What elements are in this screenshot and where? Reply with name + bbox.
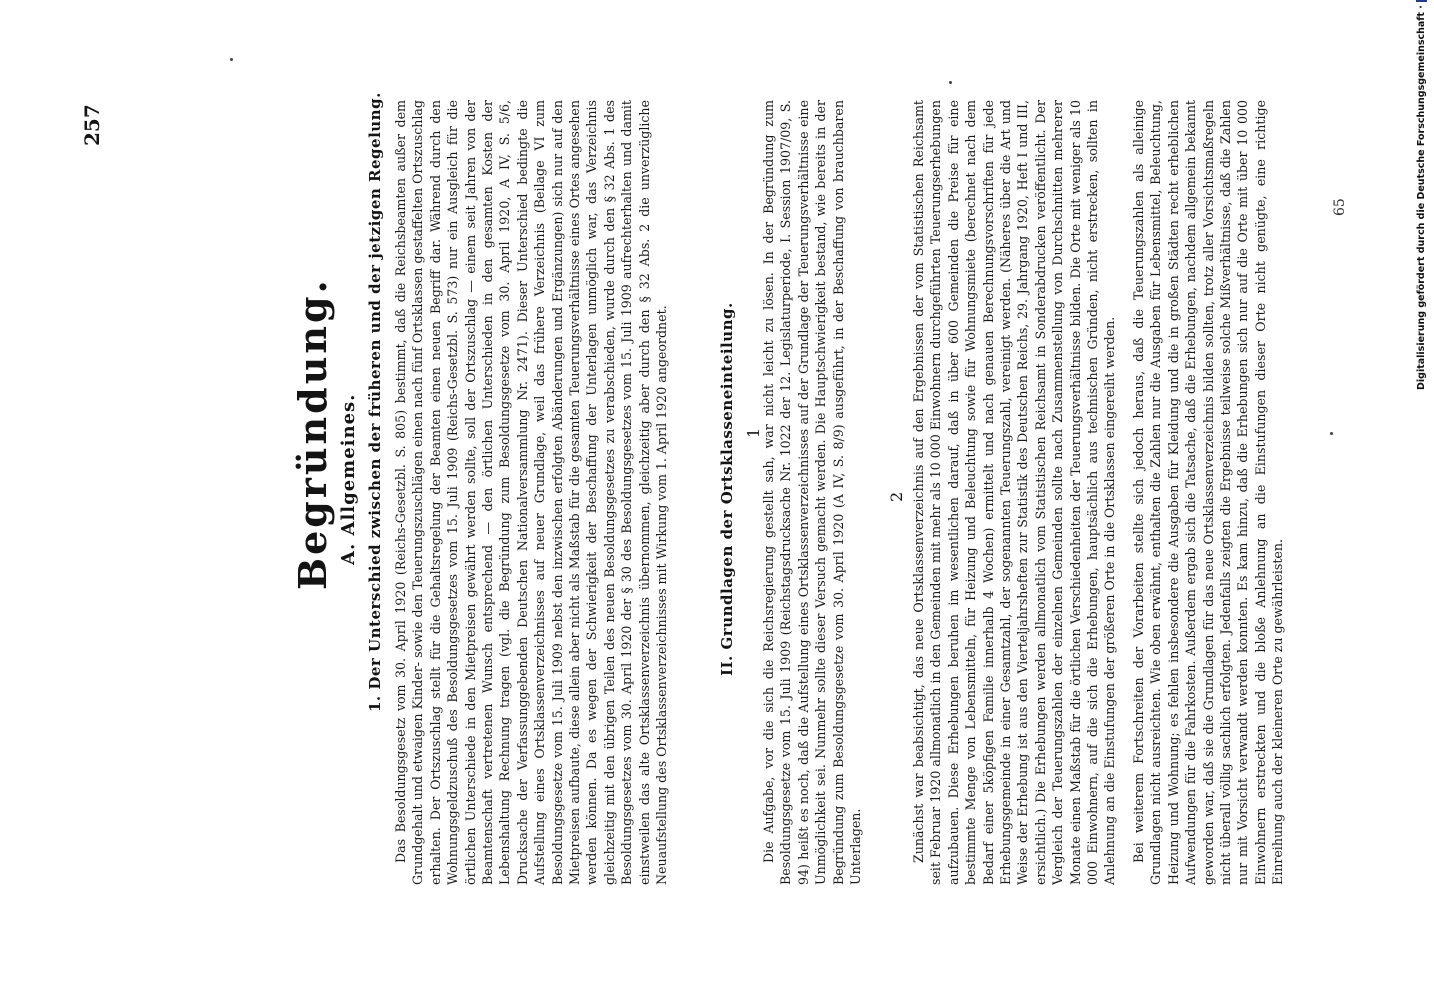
paragraph-2-text: Die Aufgabe, vor die sich die Reichsregierung gestellt sah, war nicht leicht zu lösen. In der Begründung zum Besoldungsgesetze vom 15. Juli 1909 (Reichstagsdrucksache Nr. 1022 der 12. Legislaturperiode, I. Session 1907/09, S. 94) heißt es noch, daß die Aufstellung eines Ortsklassenverzeichnisses auf der Grundlage der Teuerungsverhältnisse eine Unmöglichkeit sei. Nunmehr sollte dieser Versuch gemacht werden. Die Hauptschwierigkeit bestand, wie bereits in der Begründung zum Besoldungsgesetze vom 30. April 1920 (A IV, S. 8/9) ausgeführt, in der Beschaffung von brauchbaren Unterlagen. bbox=[761, 100, 864, 885]
paragraph-1-text: Das Besoldungsgesetz vom 30. April 1920 (Reichs-Gesetzbl. S. 805) bestimmt, daß die Reichsbeamten außer dem Grundgehalt und etwaigen Kinder- sowie den Teuerungszuschlägen einen nach fünf Ortsklassen gestaffelten Ortszuschlag erhalten. Der Ortszuschlag stellt für die Gehaltsregelung der Beamten einen neuen Begriff dar. Während durch den Wohnungsgeldzuschuß des Besoldungsgesetzes vom 15. Juli 1909 (Reichs-Gesetzbl. S. 573) nur ein Ausgleich für die örtlichen Unterschiede in den Mietpreisen gewährt werden sollte, soll der Ortszuschlag — einem seit Jahren von der Beamtenschaft vertretenen Wunsch entsprechend — den örtlichen Unterschieden in den gesamten Kosten der Lebenshaltung Rechnung tragen (vgl. die Begründung zum Besoldungsgesetze vom 30. April 1920, A IV, S. 5/6, Drucksache der Verfassunggebenden Deutschen Nationalversammlung Nr. 2471). Dieser Unterschied bedingte die Aufstellung eines Ortsklassenverzeichnisses auf neuer Grundlage, weil das frühere Verzeichnis (Beilage VI zum Besoldungsgesetze vom 15. Juli 1909 nebst den inzwischen erfolgten Abänderungen und Ergänzungen) sich nur auf den Mietpreisen aufbaute, diese allein aber nicht als Maßstab für die gesamten Teuerungsverhältnisse eines Ortes angesehen werden können. Da es wegen der Schwierigkeit der Beschaffung der Unterlagen unmöglich war, das Verzeichnis gleichzeitig mit den übrigen Teilen des neuen Besoldungsgesetzes zu verabschieden, wurde durch den § 32 Abs. 1 des Besoldungsgesetzes vom 30. April 1920 der § 30 des Besoldungsgesetzes vom 15. Juli 1909 aufrechterhalten und damit einstweilen das alte Ortsklassenverzeichnis übernommen, gleichzeitig aber durch den § 32 Abs. 2 die unverzügliche Neuaufstellung des Ortsklassenverzeichnisses mit Wirkung vom 1. April 1920 angeordnet. bbox=[393, 100, 670, 885]
paragraph-4 bbox=[1130, 100, 1287, 885]
scan-speck bbox=[1330, 432, 1333, 435]
scan-speck bbox=[230, 58, 233, 61]
page-title: Begründung. bbox=[290, 277, 335, 590]
paragraph-4-text: Bei weiterem Fortschreiten der Vorarbeiten stellte sich jedoch heraus, daß die Teuerungszahlen als alleinige Grundlagen nicht ausreichten. Wie oben erwähnt, enthalten die Zahlen nur die Ausgaben für Lebensmittel, Beleuchtung, Heizung und Wohnung; es fehlen insbesondere die Ausgaben für Kleidung und die in großen Städten recht erheblichen Aufwendungen für die Fahrkosten. Außerdem ergab sich die Tatsache, daß die Erhebungen, nachdem allgemein bekannt geworden war, daß sie die Grundlagen für das neue Ortsklassenverzeichnis bilden sollten, trotz aller Vorsichtsmaßregeln nicht überall völlig sachlich erfolgten. Jedenfalls zeigten die Ergebnisse teilweise solche Mißverhältnisse, daß die Zahlen nur mit Vorsicht verwandt werden konnten. Es kam hinzu, daß die Erhebungen sich nur auf die Orte mit über 10 000 Einwohnern erstreckten und die bloße Anlehnung an die Einstufungen dieser Orte nicht genügte, eine richtige Einreihung auch der kleineren Orte zu gewährleisten. bbox=[1131, 100, 1286, 885]
signature-mark: 65 bbox=[1332, 198, 1348, 216]
paragraph-1 bbox=[392, 100, 671, 885]
scan-speck bbox=[949, 81, 952, 84]
subsection-heading-2: II. Grundlagen der Ortsklasseneinteilung. bbox=[718, 302, 736, 676]
paragraph-3 bbox=[910, 100, 1119, 885]
digitization-credit-text: Digitalisierung gefördert durch die Deutsche Forschungsgemeinschaft · bbox=[1416, 5, 1427, 390]
dfg-logo bbox=[1416, 0, 1427, 2]
paragraph-2 bbox=[760, 100, 864, 885]
subsection-number-1: 1 bbox=[744, 427, 763, 438]
paragraph-3-text: Zunächst war beabsichtigt, das neue Ortsklassenverzeichnis auf den Ergebnissen der vom Statistischen Reichsamt seit Februar 1920 allmonatlich in den Gemeinden mit mehr als 10 000 Einwohnern durchgeführten Teuerungserhebungen aufzubauen. Diese Erhebungen beruhen im wesentlichen darauf, daß in über 600 Gemeinden die Preise für eine bestimmte Menge von Lebensmitteln, für Heizung und Beleuchtung sowie für Wohnungsmiete (berechnet nach dem Bedarf einer 5köpfigen Familie innerhalb 4 Wochen) ermittelt und nach genauen Berechnungsvorschriften für jede Erhebungsgemeinde in einer Gesamtzahl, der sogenannten Teuerungszahl, vereinigt werden. (Näheres über die Art und Weise der Erhebung ist aus den Vierteljahrsheften zur Statistik des Deutschen Reichs, 29. Jahrgang 1920, Heft I und III, ersichtlich.) Die Erhebungen werden allmonatlich vom Statistischen Reichsamt in Sonderabdrucken veröffentlicht. Der Vergleich der Teuerungszahlen der einzelnen Gemeinden sollte nach Zusammenstellung von Durchschnitten mehrerer Monate einen Maßstab für die örtlichen Verschiedenheiten der Teuerungsverhältnisse bilden. Die Orte mit weniger als 10 000 Einwohnern, auf die sich die Erhebungen, hauptsächlich aus technischen Gründen, nicht erstrecken, sollten in Anlehnung an die Einstufungen der größeren Orte in die Ortsklassen eingereiht werden. bbox=[911, 100, 1118, 885]
subsection-heading-1: 1. Der Unterschied zwischen der früheren und der jetzigen Regelung. bbox=[366, 92, 384, 712]
section-heading-a: A. Allgemeines. bbox=[338, 393, 359, 565]
subsection-number-2: 2 bbox=[887, 491, 906, 502]
page-number: 257 bbox=[80, 104, 104, 146]
digitization-credit bbox=[1416, 0, 1427, 390]
